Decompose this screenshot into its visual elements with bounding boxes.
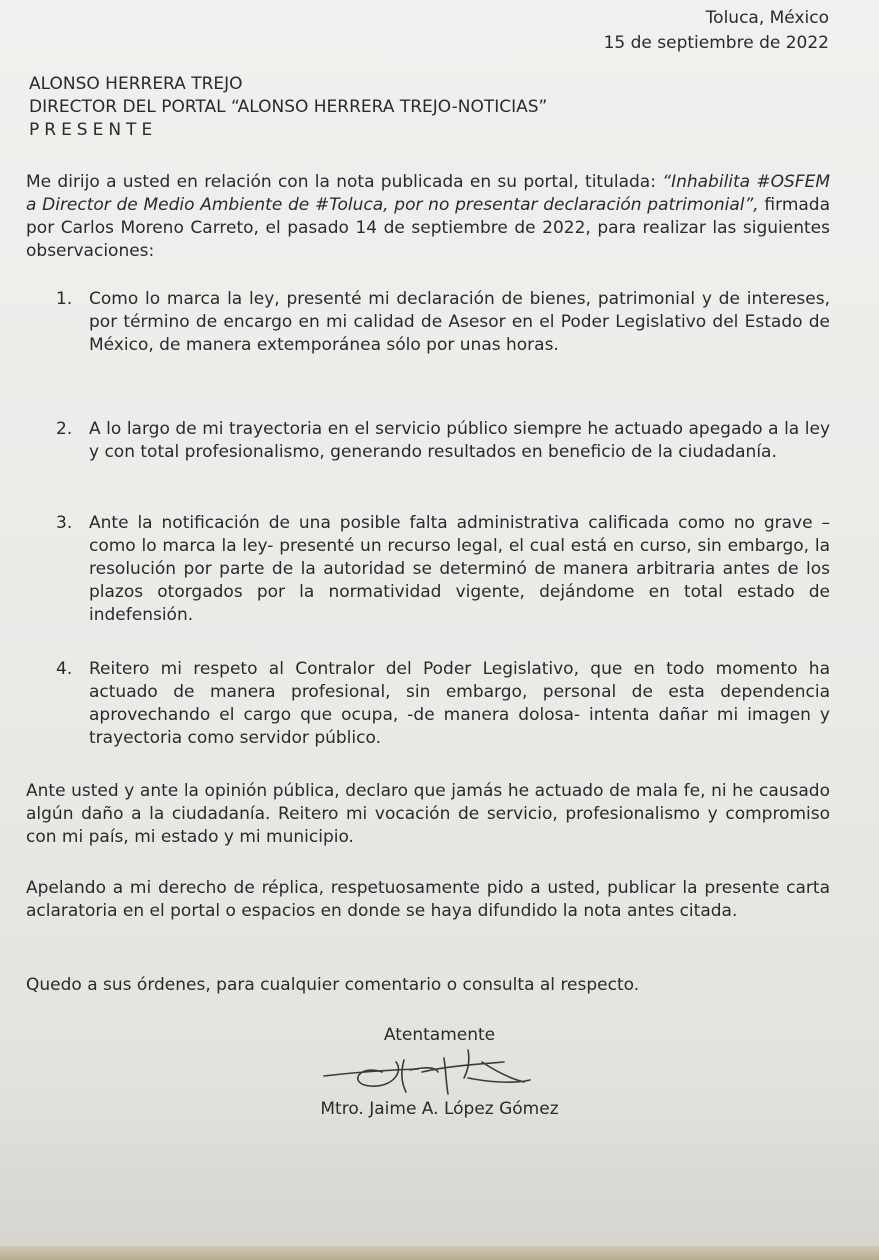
list-text: Reitero mi respeto al Contralor del Poder Legislativo, que en todo momento ha actuado de manera profesional, sin embargo, personal de esta dependencia aprovechando el cargo que ocupa, -de manera dolosa- intenta dañar mi imagen y trayectoria como servidor público. (89, 659, 830, 748)
note-title: “Inhabilita #OSFEM a Director de Medio Ambiente de #Toluca, por no presentar declaración patrimonial”, (26, 172, 831, 215)
list-number: 3. (56, 513, 73, 533)
list-text: Ante la notificación de una posible falta administrativa calificada como no grave –como lo marca la ley- presenté un recurso legal, el cual está en curso, sin embargo, la resolución por parte de la autoridad se determinó de manera arbitraria antes de los plazos otorgados por la normatividad vigente, dejándome en total estado de indefensión. (89, 513, 830, 625)
place: Toluca, México (705, 8, 829, 28)
salutation: Atentamente (383, 1025, 496, 1045)
list-number: 2. (56, 419, 73, 439)
intro-after: firmada por Carlos Moreno Carreto, el pasado 14 de septiembre de 2022, para realizar las siguientes observaciones: (26, 195, 831, 261)
list-number: 1. (56, 289, 73, 309)
list-item (56, 658, 830, 750)
addressee-title: DIRECTOR DEL PORTAL “ALONSO HERRERA TREJO-NOTICIAS” (29, 97, 548, 117)
declaration-paragraph: Ante usted y ante la opinión pública, declaro que jamás he actuado de mala fe, ni he causado algún daño a la ciudadanía. Reitero mi vocación de servicio, profesionalismo y compromiso con mi país, mi estado y mi municipio. (26, 781, 830, 847)
intro-before: Me dirijo a usted en relación con la nota publicada en su portal, titulada: (26, 172, 656, 192)
list-text: A lo largo de mi trayectoria en el servicio público siempre he actuado apegado a la ley y con total profesionalismo, generando resultados en beneficio de la ciudadanía. (89, 419, 830, 462)
intro-paragraph (26, 171, 830, 263)
list-item (56, 418, 830, 464)
request-paragraph: Apelando a mi derecho de réplica, respetuosamente pido a usted, publicar la presente carta aclaratoria en el portal o espacios en donde se haya difundido la nota antes citada. (26, 878, 830, 921)
list-number: 4. (56, 659, 73, 679)
list-text: Como lo marca la ley, presenté mi declaración de bienes, patrimonial y de intereses, por término de encargo en mi calidad de Asesor en el Poder Legislativo del Estado de México, de manera extemporánea sólo por unas horas. (89, 289, 830, 355)
signatory-name: Mtro. Jaime A. López Gómez (320, 1099, 559, 1119)
availability-paragraph: Quedo a sus órdenes, para cualquier comentario o consulta al respecto. (26, 975, 640, 995)
date: 15 de septiembre de 2022 (603, 33, 829, 53)
handwritten-signature (318, 1042, 538, 1102)
paper-bottom-edge (0, 1246, 879, 1260)
list-item (56, 288, 830, 357)
addressee-block (29, 73, 547, 142)
addressee-name: ALONSO HERRERA TREJO (29, 74, 243, 94)
place-date-block (604, 6, 829, 56)
list-item (56, 512, 830, 627)
presente-label: PRESENTE (29, 120, 158, 140)
